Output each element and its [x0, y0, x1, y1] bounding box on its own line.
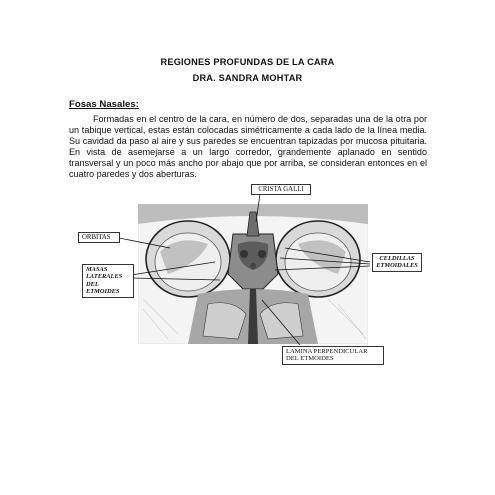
label-lamina-line-2: DEL ETMOIDES — [286, 355, 334, 363]
title-line-2-author: DRA. SANDRA MOHTAR — [192, 73, 303, 83]
label-masas-laterales — [82, 264, 134, 298]
label-lamina-perpendicular — [282, 346, 384, 365]
label-lamina-line-1: LAMINA PERPENDICULAR — [286, 348, 368, 355]
section-heading: Fosas Nasales: — [69, 99, 139, 110]
label-celdillas-line-1: CELDILLAS — [379, 255, 415, 262]
label-orbitas: ORBITAS — [78, 232, 120, 243]
title-line-1: REGIONES PROFUNDAS DE LA CARA — [160, 57, 335, 67]
label-masas-line-3: DEL — [86, 280, 99, 288]
body-paragraph: Formadas en el centro de la cara, en número de dos, separadas una de la otra por un tabique vertical, estas están colocadas simétricamente a cada lado de la línea media. Su cavidad da paso al aire y sus paredes se encuentran tapizadas por mucosa pituitaria. En vista de asemejarse a un largo corredor, grandemente aplanado en sentido transversal y un poco más ancho por abajo que por arriba, se consideran entonces en el cuatro paredes y dos aberturas. — [69, 114, 427, 180]
label-masas-line-2: LATERALES — [86, 273, 123, 281]
label-celdillas-etmoidales — [372, 253, 422, 272]
label-masas-line-1: MASAS — [86, 266, 108, 273]
skull-illustration — [138, 204, 368, 344]
label-celdillas-line-2: ETMOIDALES — [376, 262, 418, 270]
label-masas-line-4: ETMOIDES — [86, 288, 120, 296]
label-crista-galli: CRISTA GALLI — [251, 184, 311, 195]
